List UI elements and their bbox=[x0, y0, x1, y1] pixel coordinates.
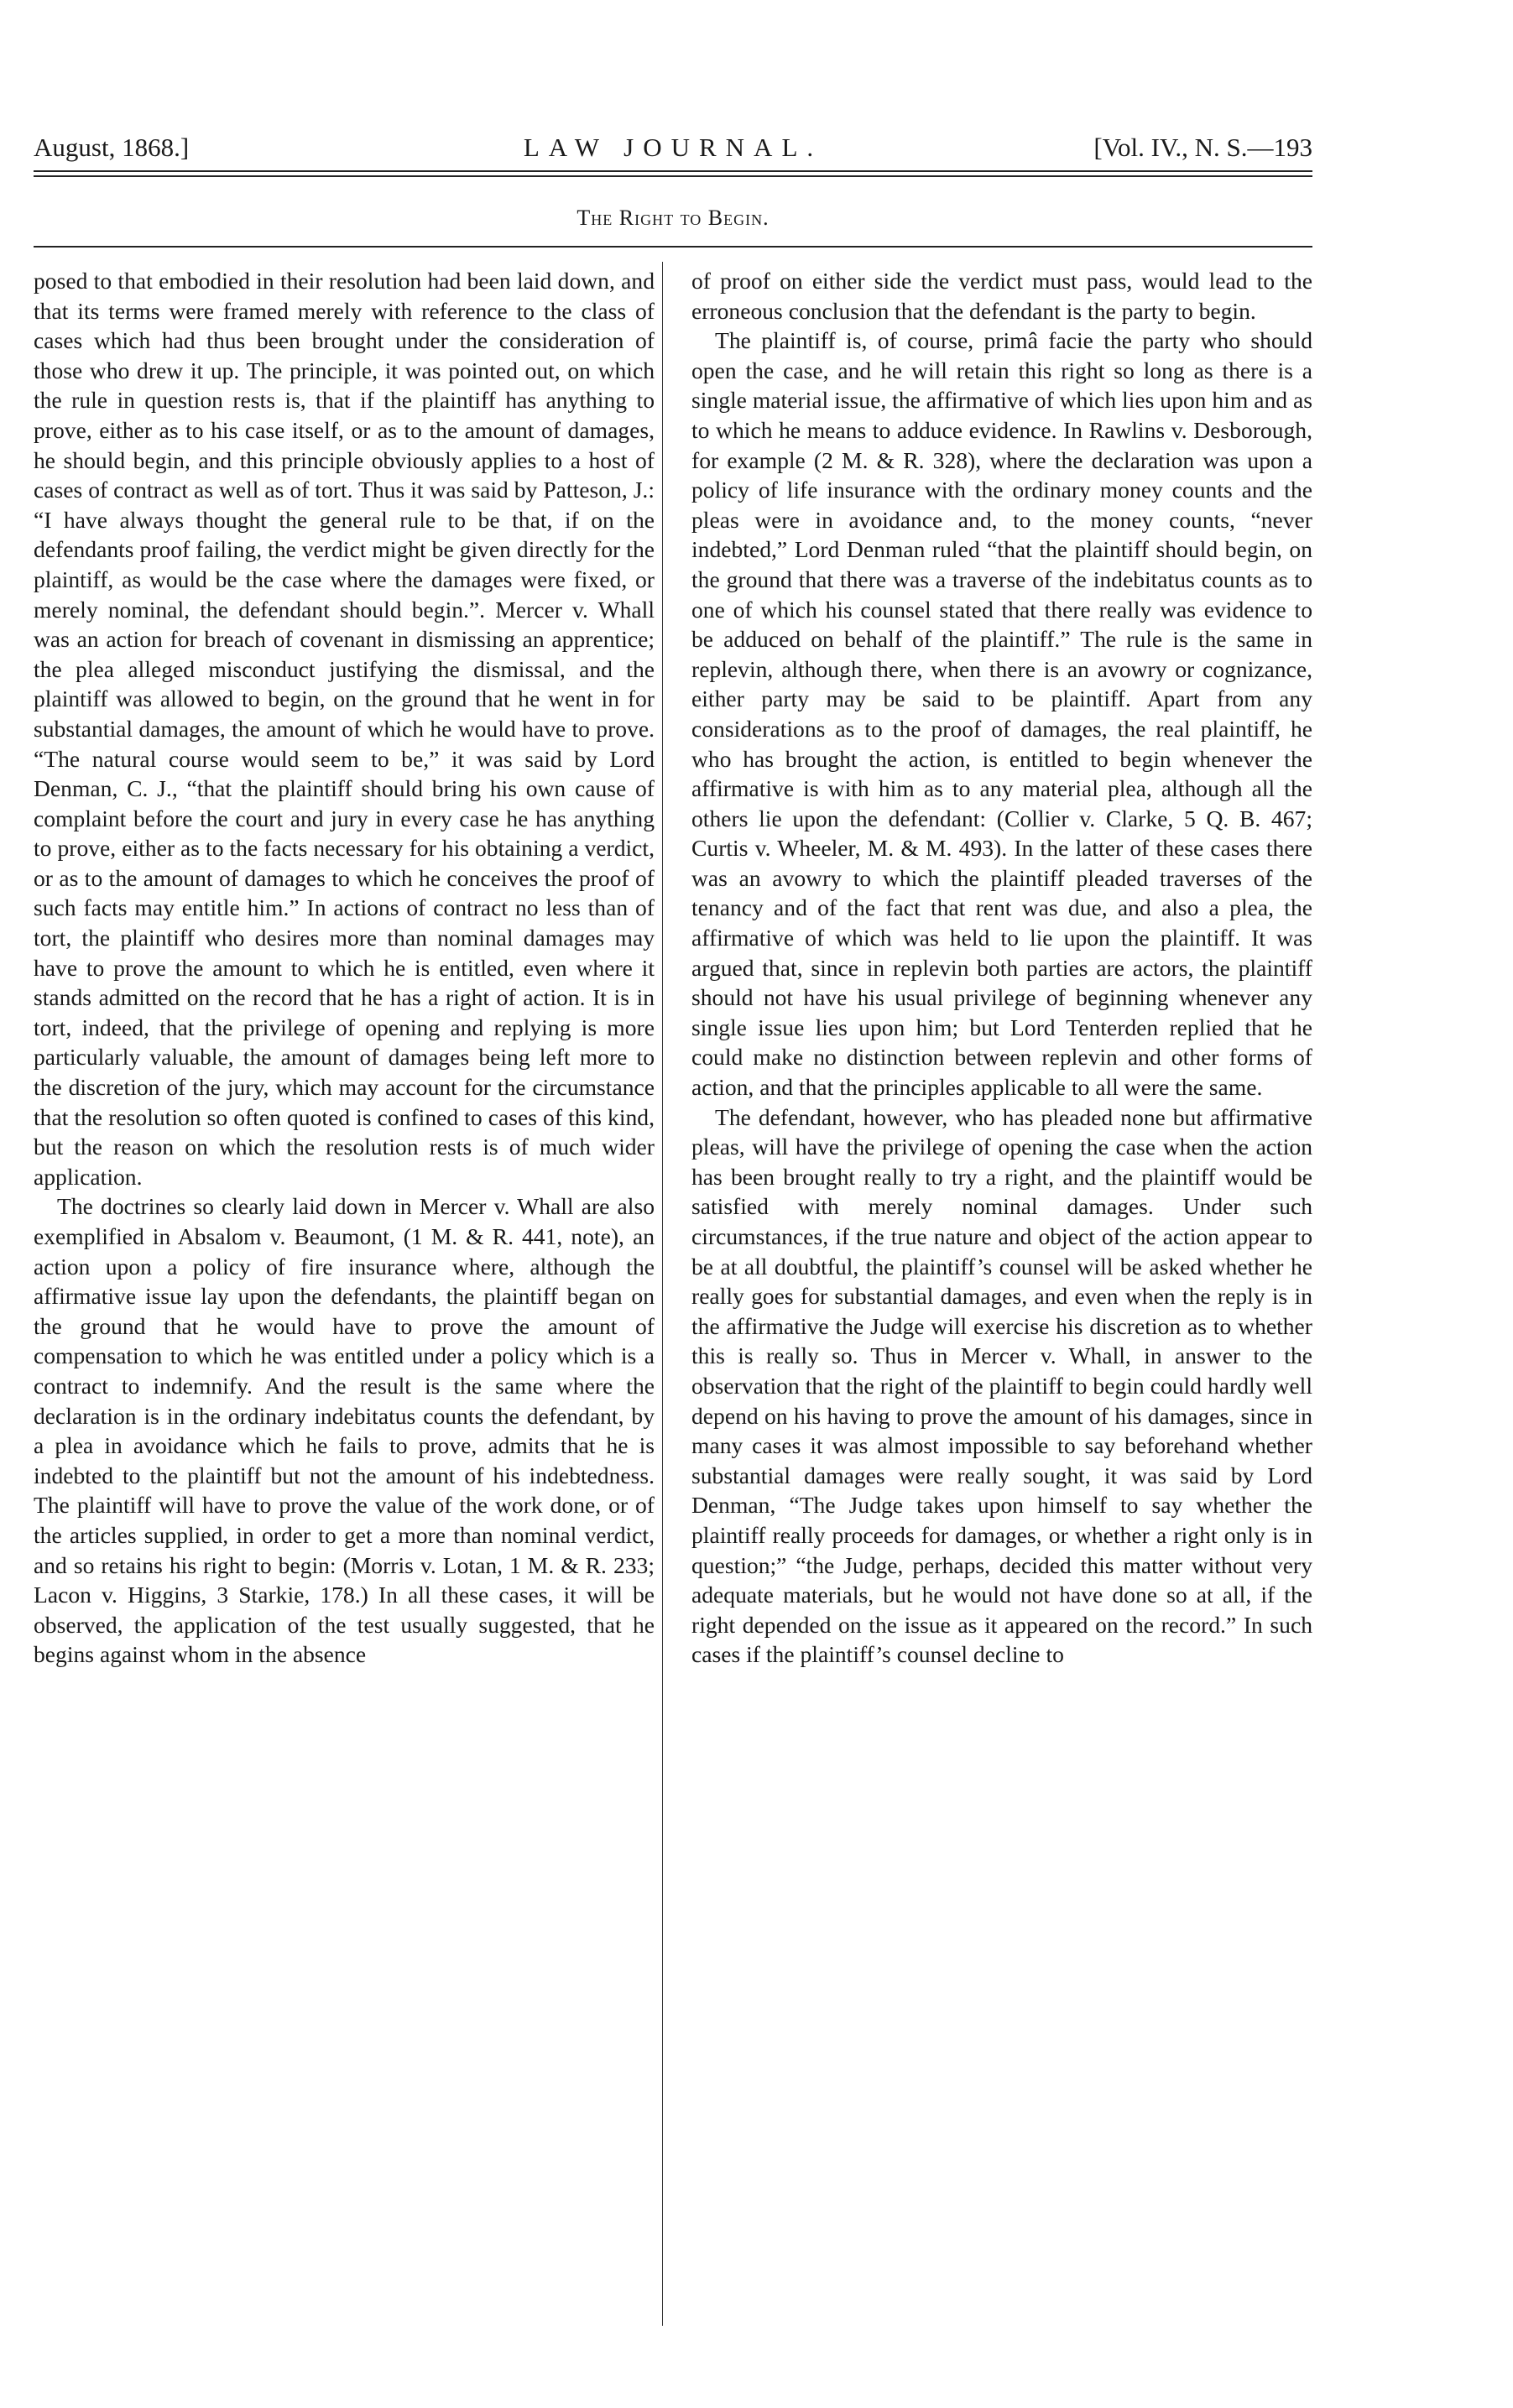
running-header bbox=[34, 126, 1312, 168]
left-column bbox=[34, 266, 655, 1670]
paragraph: The plaintiff is, of course, primâ facie the party who should open the case, and he will retain this right so long as there is a single material issue, the affirmative of which lies upon him and as to which he means to adduce evidence. In Rawlins v. Desborough, for example (2 M. & R. 328), where the declaration was upon a policy of life insurance with the ordinary money counts and the pleas were in avoidance and, to the money counts, “never indebted,” Lord Denman ruled “that the plaintiff should begin, on the ground that there was a traverse of the indebitatus counts as to one of which his counsel stated that there really was evidence to be adduced on behalf of the plaintiff.” The rule is the same in replevin, although there, when there is an avowry or cognizance, either party may be said to be plaintiff. Apart from any considerations as to the proof of damages, the real plaintiff, he who has brought the action, is entitled to begin whenever the affirmative is with him as to any material plea, although all the others lie upon the defendant: (Collier v. Clarke, 5 Q. B. 467; Curtis v. Wheeler, M. & M. 493). In the latter of these cases there was an avowry to which the plaintiff pleaded traverses of the tenancy and of the fact that rent was due, and also a plea, the affirmative of which was held to lie upon the plaintiff. It was argued that, since in replevin both parties are actors, the plaintiff should not have his usual privilege of beginning whenever any single issue lies upon him; but Lord Tenterden replied that he could make no distinction between replevin and other forms of action, and that the principles applicable to all were the same. bbox=[691, 327, 1312, 1101]
column-divider bbox=[662, 262, 663, 2326]
header-journal-title: LAW JOURNAL. bbox=[523, 133, 823, 162]
paragraph: posed to that embodied in their resolution had been laid down, and that its terms were framed merely with reference to the class of cases which had thus been brought under the consideration of those who drew it up. The principle, it was pointed out, on which the rule in question rests is, that if the plaintiff has anything to prove, either as to his case itself, or as to the amount of damages, he should begin, and this principle obviously applies to a host of cases of contract as well as of tort. Thus it was said by Patteson, J.: “I have always thought the general rule to be that, if on the defendants proof failing, the verdict might be given directly for the plaintiff, as would be the case where the damages were fixed, or merely nominal, the defendant should begin.”. Mercer v. Whall was an action for breach of covenant in dismissing an apprentice; the plea alleged misconduct justifying the dismissal, and the plaintiff was allowed to begin, on the ground that he went in for substantial damages, the amount of which he would have to prove. “The natural course would seem to be,” it was said by Lord Denman, C. J., “that the plaintiff should bring his own cause of complaint before the court and jury in every case he has anything to prove, either as to the facts necessary for his obtaining a verdict, or as to the amount of damages to which he conceives the proof of such facts may entitle him.” In actions of contract no less than of tort, the plaintiff who desires more than nominal damages may have to prove the amount to which he is entitled, even where it stands admitted on the record that he has a right of action. It is in tort, indeed, that the privilege of opening and replying is more particularly valuable, the amount of damages being left more to the discretion of the jury, which may account for the circumstance that the resolution so often quoted is confined to cases of this kind, but the reason on which the resolution rests is of much wider application. bbox=[34, 268, 655, 1190]
subheading-rule bbox=[34, 246, 1312, 248]
header-volume-page: [Vol. IV., N. S.—193 bbox=[1093, 133, 1312, 162]
right-column bbox=[691, 266, 1312, 1670]
paragraph: The defendant, however, who has pleaded none but affirmative pleas, will have the privilege of opening the case when the action has been brought really to try a right, and the plaintiff would be satisfied with merely nominal damages. Under such circumstances, if the true nature and object of the action appear to be at all doubtful, the plaintiff’s counsel will be asked whether he really goes for substantial damages, and even when the reply is in the affirmative the Judge will exercise his discretion as to whether this is really so. Thus in Mercer v. Whall, in answer to the observation that the right of the plaintiff to begin could hardly well depend on his having to prove the amount of his damages, since in many cases it was almost impossible to say beforehand whether substantial damages were really sought, it was said by Lord Denman, “The Judge takes upon himself to say whether the plaintiff really proceeds for damages, or whether a right only is in question;” “the Judge, perhaps, decided this matter without very adequate materials, but he would not have done so at all, if the right depended on the issue as it appeared on the record.” In such cases if the plaintiff’s counsel decline to bbox=[691, 1103, 1312, 1668]
paragraph: The doctrines so clearly laid down in Mercer v. Whall are also exemplified in Absalom v. Beaumont, (1 M. & R. 441, note), an action upon a policy of fire insurance where, although the affirmative issue lay upon the defendants, the plaintiff began on the ground that he would have to prove the amount of compensation to which he was entitled under a policy which is a contract to indemnify. And the result is the same where the declaration is in the ordinary indebitatus counts the defendant, by a plea in avoidance which he fails to prove, admits that he is indebted to the plaintiff but not the amount of his indebtedness. The plaintiff will have to prove the value of the work done, or of the articles supplied, in order to get a more than nominal verdict, and so retains his right to begin: (Morris v. Lotan, 1 M. & R. 233; Lacon v. Higgins, 3 Starkie, 178.) In all these cases, it will be observed, the application of the test usually suggested, that he begins against whom in the absence bbox=[34, 1193, 655, 1668]
header-rule bbox=[34, 170, 1312, 177]
paragraph: of proof on either side the verdict must pass, would lead to the erroneous conclusion that the defendant is the party to begin. bbox=[691, 268, 1312, 324]
header-date: August, 1868.] bbox=[34, 133, 190, 162]
section-title: The Right to Begin. bbox=[577, 206, 770, 230]
